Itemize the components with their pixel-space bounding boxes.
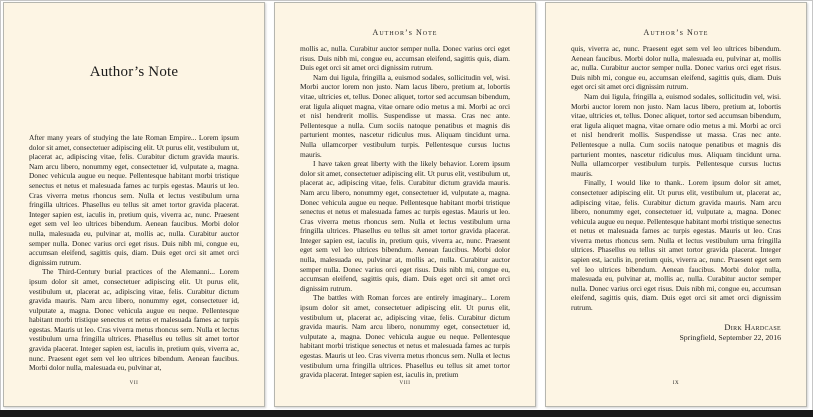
paragraph: mollis ac, nulla. Curabitur auctor semper nulla. Donec varius orci eget risus. Duis nibh mi, congue eu, accumsan eleifend, sagittis quis, diam. Duis eget orci sit amet orci dignissim rutrum.	[300, 44, 510, 73]
running-header: Author’s Note	[372, 28, 438, 37]
paragraph: After many years of studying the late Roman Empire... Lorem ipsum dolor sit amet, consectetuer adipiscing elit. Ut purus elit, vestibulum ut, placerat ac, adipiscing vitae, felis. Curabitur dictum gravida mauris. Nam arcu libero, nonummy eget, consectetuer id, vulputate a, magna. Donec vehicula augue eu neque. Pellentesque habitant morbi tristique senectus et netus et malesuada fames ac turpis egestas. Mauris ut leo. Cras viverra metus rhoncus sem. Nulla et lectus vestibulum urna fringilla ultrices. Phasellus eu tellus sit amet tortor gravida placerat. Integer sapien est, iaculis in, pretium quis, viverra ac, nunc. Praesent eget sem vel leo ultrices bibendum. Aenean faucibus. Morbi dolor nulla, malesuada eu, pulvinar at, mollis ac, nulla. Curabitur auctor semper nulla. Donec varius orci eget risus. Duis nibh mi, congue eu, accumsan eleifend, sagittis quis, diam. Duis eget orci sit amet orci dignissim rutrum.	[29, 133, 239, 267]
signature-block	[571, 322, 781, 342]
page-body	[29, 133, 239, 374]
page-number: ix	[672, 378, 680, 386]
page-spread	[3, 2, 807, 407]
paragraph: The Third-Century burial practices of the Alemanni... Lorem ipsum dolor sit amet, consectetuer adipiscing elit. Ut purus elit, vestibulum ut, placerat ac, adipiscing vitae, felis. Curabitur dictum gravida mauris. Nam arcu libero, nonummy eget, consectetuer id, vulputate a, magna. Donec vehicula augue eu neque. Pellentesque habitant morbi tristique senectus et netus et malesuada fames ac turpis egestas. Mauris ut leo. Cras viverra metus rhoncus sem. Nulla et lectus vestibulum urna fringilla ultrices. Phasellus eu tellus sit amet tortor gravida placerat. Integer sapien est, iaculis in, pretium quis, viverra ac, nunc. Praesent eget sem vel leo ultrices bibendum. Aenean faucibus. Morbi dolor nulla, malesuada eu, pulvinar at,	[29, 267, 239, 373]
paragraph: Nam dui ligula, fringilla a, euismod sodales, sollicitudin vel, wisi. Morbi auctor lorem non justo. Nam lacus libero, pretium at, lobortis vitae, ultricies et, tellus. Donec aliquet, tortor sed accumsan bibendum, erat ligula aliquet magna, vitae ornare odio metus a mi. Morbi ac orci et nisl hendrerit mollis. Suspendisse ut massa. Cras nec ante. Pellentesque a nulla. Cum sociis natoque penatibus et magnis dis parturient montes, nascetur ridiculus mus. Aliquam tincidunt urna. Nulla ullamcorper vestibulum turpis. Pellentesque cursus luctus mauris.	[571, 91, 781, 178]
page-middle	[274, 2, 536, 407]
page-left	[3, 2, 265, 407]
paragraph: The battles with Roman forces are entirely imaginary... Lorem ipsum dolor sit amet, consectetuer adipiscing elit. Ut purus elit, vestibulum ut, placerat ac, adipiscing vitae, felis. Curabitur dictum gravida mauris. Nam arcu libero, nonummy eget, consectetuer id, vulputate a, magna. Donec vehicula augue eu neque. Pellentesque habitant morbi tristique senectus et netus et malesuada fames ac turpis egestas. Mauris ut leo. Cras viverra metus rhoncus sem. Nulla et lectus vestibulum urna fringilla ultrices. Phasellus eu tellus sit amet tortor gravida placerat. Integer sapien est, iaculis in, pretium	[300, 293, 510, 380]
paragraph: I have taken great liberty with the likely behavior. Lorem ipsum dolor sit amet, consectetuer adipiscing elit. Ut purus elit, vestibulum ut, placerat ac, adipiscing vitae, felis. Curabitur dictum gravida mauris. Nam arcu libero, nonummy eget, consectetuer id, vulputate a, magna. Donec vehicula augue eu neque. Pellentesque habitant morbi tristique senectus et netus et malesuada fames ac turpis egestas. Mauris ut leo. Cras viverra metus rhoncus sem. Nulla et lectus vestibulum urna fringilla ultrices. Phasellus eu tellus sit amet tortor gravida placerat. Integer sapien est, iaculis in, pretium quis, viverra ac, nunc. Praesent eget sem vel leo ultrices bibendum. Aenean faucibus. Morbi dolor nulla, malesuada eu, pulvinar at, mollis ac, nulla. Curabitur auctor semper nulla. Donec varius orci eget risus. Duis nibh mi, congue eu, accumsan eleifend, sagittis quis, diam. Duis eget orci sit amet orci dignissim rutrum.	[300, 159, 510, 293]
signature-name: Dirk Hardcase	[724, 321, 781, 332]
page-number: vii	[129, 378, 139, 386]
page-right	[545, 2, 807, 407]
running-header: Author’s Note	[643, 28, 709, 37]
signature-place-date: Springfield, September 22, 2016	[679, 332, 781, 342]
page-body	[571, 44, 781, 342]
paragraph: quis, viverra ac, nunc. Praesent eget sem vel leo ultrices bibendum. Aenean faucibus. Morbi dolor nulla, malesuada eu, pulvinar at, mollis ac, nulla. Curabitur auctor semper nulla. Donec varius orci eget risus. Duis nibh mi, congue eu, accumsan eleifend, sagittis quis, diam. Duis eget orci sit amet orci dignissim rutrum.	[571, 44, 781, 92]
paragraph: Finally, I would like to thank.. Lorem ipsum dolor sit amet, consectetuer adipiscing elit. Ut purus elit, vestibulum ut, placerat ac, adipiscing vitae, felis. Curabitur dictum gravida mauris. Nam arcu libero, nonummy eget, consectetuer id, vulputate a, magna. Donec vehicula augue eu neque. Pellentesque habitant morbi tristique senectus et netus et malesuada fames ac turpis egestas. Mauris ut leo. Cras viverra metus rhoncus sem. Nulla et lectus vestibulum urna fringilla ultrices. Phasellus eu tellus sit amet tortor gravida placerat. Integer sapien est, iaculis in, pretium quis, viverra ac, nunc. Praesent eget sem vel leo ultrices bibendum. Aenean faucibus. Morbi dolor nulla, malesuada eu, pulvinar at, mollis ac, nulla. Curabitur auctor semper nulla. Donec varius orci eget risus. Duis nibh mi, congue eu, accumsan eleifend, sagittis quis, diam. Duis eget orci sit amet orci dignissim rutrum.	[571, 178, 781, 313]
paragraph: Nam dui ligula, fringilla a, euismod sodales, sollicitudin vel, wisi. Morbi auctor lorem non justo. Nam lacus libero, pretium at, lobortis vitae, ultricies et, tellus. Donec aliquet, tortor sed accumsan bibendum, erat ligula aliquet magna, vitae ornare odio metus a mi. Morbi ac orci et nisl hendrerit mollis. Suspendisse ut massa. Cras nec ante. Pellentesque a nulla. Cum sociis natoque penatibus et magnis dis parturient montes, nascetur ridiculus mus. Aliquam tincidunt urna. Nulla ullamcorper vestibulum turpis. Pellentesque cursus luctus mauris.	[300, 72, 510, 159]
section-title: Author’s Note	[89, 64, 179, 80]
window-bottom-edge	[0, 410, 813, 417]
page-number: viii	[399, 378, 411, 386]
page-body	[300, 44, 510, 381]
